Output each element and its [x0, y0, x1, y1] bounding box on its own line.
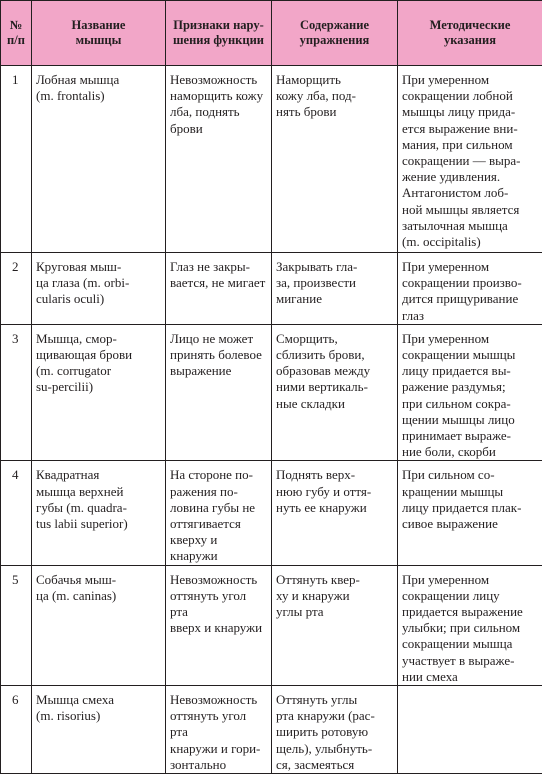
- muscle-name: Мышца, смор- щивающая брови (m. corrugator su-percilii): [32, 324, 166, 461]
- dysfunction-signs: Невозможность оттянуть угол рта кнаружи и гори- зонтально: [166, 686, 272, 774]
- dysfunction-signs: Глаз не закры- вается, не мигает: [166, 253, 272, 325]
- methodical-notes: При умеренном сокращении мышцы лицу придается вы- ражение раздумья; при сильном сокра- щении мышцы лицо принимает выраже- ние боли, скорби: [398, 324, 542, 461]
- header-muscle-name: [32, 1, 166, 66]
- methodical-notes: При умеренном сокращении произво- дится прищуривание глаз: [398, 253, 542, 325]
- table-row: [1, 324, 542, 461]
- header-exercise-content-line-2: упражнения: [275, 33, 394, 48]
- exercise-content: Сморщить, сблизить брови, образовав между ними вертикаль- ные складки: [272, 324, 398, 461]
- header-number-line-1: №: [4, 18, 28, 33]
- header-dysfunction-signs: [166, 1, 272, 66]
- header-muscle-name-line-2: мышцы: [35, 33, 162, 48]
- header-number-line-2: п/п: [4, 33, 28, 48]
- table-row: [1, 565, 542, 685]
- header-number: [1, 1, 32, 66]
- row-number: 3: [1, 324, 32, 461]
- dysfunction-signs: Невозможность оттянуть угол рта вверх и кнаружи: [166, 565, 272, 685]
- muscle-name: Собачья мыш- ца (m. caninas): [32, 565, 166, 685]
- muscle-name: Круговая мыш- ца глаза (m. orbi- cularis oculi): [32, 253, 166, 325]
- row-number: 6: [1, 686, 32, 774]
- exercise-content: Оттянуть квер- ху и кнаружи углы рта: [272, 565, 398, 685]
- table-body: [1, 66, 542, 774]
- table-row: [1, 461, 542, 565]
- header-exercise-content-line-1: Содержание: [275, 18, 394, 33]
- row-number: 5: [1, 565, 32, 685]
- dysfunction-signs: На стороне по- ражения по- ловина губы не оттягивается кверху и кнаружи: [166, 461, 272, 565]
- exercise-content: Закрывать гла- за, произвести мигание: [272, 253, 398, 325]
- table-header: [1, 1, 542, 66]
- methodical-notes: При умеренном сокращении лобной мышцы лицу прида- ется выражение вни- мания, при сильном сокращении — выра- жение удивления. Антагонистом лоб- ной мышцы является затылочная мышца (m. occipitalis): [398, 66, 542, 253]
- table-row: [1, 66, 542, 253]
- header-dysfunction-signs-line-2: шения функции: [169, 33, 268, 48]
- header-exercise-content: [272, 1, 398, 66]
- header-dysfunction-signs-line-1: Признаки нару-: [169, 18, 268, 33]
- header-methodical-notes: [398, 1, 542, 66]
- table-row: [1, 253, 542, 325]
- row-number: 2: [1, 253, 32, 325]
- dysfunction-signs: Лицо не может принять болевое выражение: [166, 324, 272, 461]
- methodical-notes: При умеренном сокращении лицу придается выражение улыбки; при сильном сокращении мышца участвует в выраже- нии смеха: [398, 565, 542, 685]
- header-methodical-notes-line-1: Методические: [401, 18, 539, 33]
- muscle-name: Лобная мышца (m. frontalis): [32, 66, 166, 253]
- muscle-name: Квадратная мышца верхней губы (m. quadra- tus labii superior): [32, 461, 166, 565]
- exercise-content: Оттянуть углы рта кнаружи (рас- ширить ротовую щель), улыбнуть- ся, засмеяться: [272, 686, 398, 774]
- table-row: [1, 686, 542, 774]
- muscle-name: Мышца смеха (m. risorius): [32, 686, 166, 774]
- header-row: [1, 1, 542, 66]
- methodical-notes: При сильном со- кращении мышцы лицу придается плак- сивое выражение: [398, 461, 542, 565]
- exercise-content: Поднять верх- нюю губу и оття- нуть ее кнаружи: [272, 461, 398, 565]
- row-number: 1: [1, 66, 32, 253]
- dysfunction-signs: Невозможность наморщить кожу лба, поднять брови: [166, 66, 272, 253]
- row-number: 4: [1, 461, 32, 565]
- header-muscle-name-line-1: Название: [35, 18, 162, 33]
- methodical-notes: [398, 686, 542, 774]
- header-methodical-notes-line-2: указания: [401, 33, 539, 48]
- exercise-content: Наморщить кожу лба, под- нять брови: [272, 66, 398, 253]
